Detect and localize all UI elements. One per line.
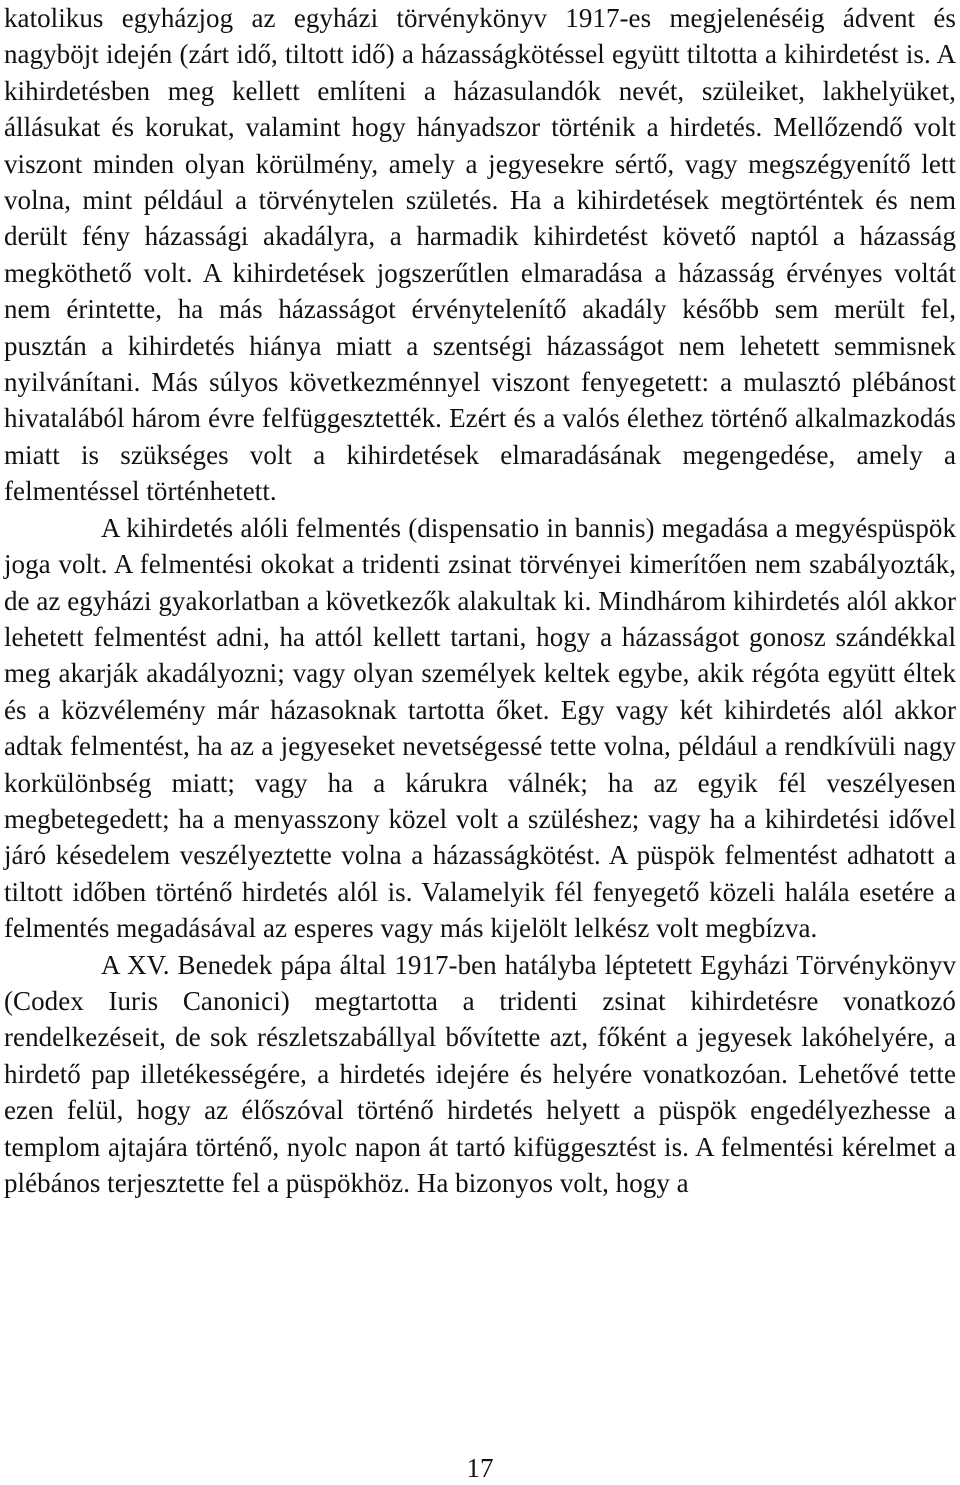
paragraph-3: A XV. Benedek pápa által 1917-ben hatályba léptetett Egyházi Törvénykönyv (Codex Iuris Canonici) megtartotta a tridenti zsinat kihirdetésre vonatkozó rendelkezéseit, de sok részletszabállyal bővítette azt, főként a jegyesek lakóhelyére, a hirdető pap illetékességére, a hirdetés idejére és helyére vonatkozóan. Lehetővé tette ezen felül, hogy az élőszóval történő hirdetés helyett a püspök engedélyezhesse a templom ajtajára történő, nyolc napon át tartó kifüggesztést is. A felmentési kérelmet a plébános terjesztette fel a püspökhöz. Ha bizonyos volt, hogy a [4, 949, 956, 1198]
document-body [4, 0, 956, 1201]
page-number: 17 [466, 1453, 494, 1483]
paragraph-2: A kihirdetés alóli felmentés (dispensatio in bannis) megadása a megyéspüspök joga volt. A felmentési okokat a tridenti zsinat törvényei kimerítően nem szabályozták, de az egyházi gyakorlatban a következők alakultak ki. Mindhárom kihirdetés alól akkor lehetett felmentést adni, ha attól kellett tartani, hogy a házasságot gonosz szándékkal meg akarják akadályozni; vagy olyan személyek keltek egybe, akik régóta együtt éltek és a közvélemény már házasoknak tartotta őket. Egy vagy két kihirdetés alól akkor adtak felmentést, ha az a jegyeseket nevetségessé tette volna, például a rendkívüli nagy korkülönbség miatt; vagy ha a kárukra válnék; ha az egyik fél veszélyesen megbetegedett; ha a menyasszony közel volt a szüléshez; vagy ha a kihirdetési idővel járó késedelem veszélyeztette volna a házasságkötést. A püspök felmentést adhatott a tiltott időben történő hirdetés alól is. Valamelyik fél fenyegető közeli halála esetére a felmentés megadásával az esperes vagy más kijelölt lelkész volt megbízva. [4, 512, 956, 944]
paragraph-1: katolikus egyházjog az egyházi törvénykönyv 1917-es megjelenéséig ádvent és nagyböjt idején (zárt idő, tiltott idő) a házasságkötéssel együtt tiltotta a kihirdetést is. A kihirdetésben meg kellett említeni a házasulandók nevét, szüleiket, lakhelyüket, állásukat és korukat, valamint hogy hányadszor történik a hirdetés. Mellőzendő volt viszont minden olyan körülmény, amely a jegyesekre sértő, vagy megszégyenítő lett volna, mint például a törvénytelen születés. Ha a kihirdetések megtörténtek és nem derült fény házassági akadályra, a harmadik kihirdetést követő naptól a házasság megköthető volt. A kihirdetések jogszerűtlen elmaradása a házasság érvényes voltát nem érintette, ha más házasságot érvénytelenítő akadály később sem merült fel, pusztán a kihirdetés hiánya miatt a szentségi házasságot nem lehetett semmisnek nyilvánítani. Más súlyos következménnyel viszont fenyegetett: a mulasztó plébánost hivatalából három évre felfüggesztették. Ezért és a valós élethez történő alkalmazkodás miatt is szükséges volt a kihirdetések elmaradásának megengedése, amely a felmentéssel történhetett. [4, 3, 956, 507]
